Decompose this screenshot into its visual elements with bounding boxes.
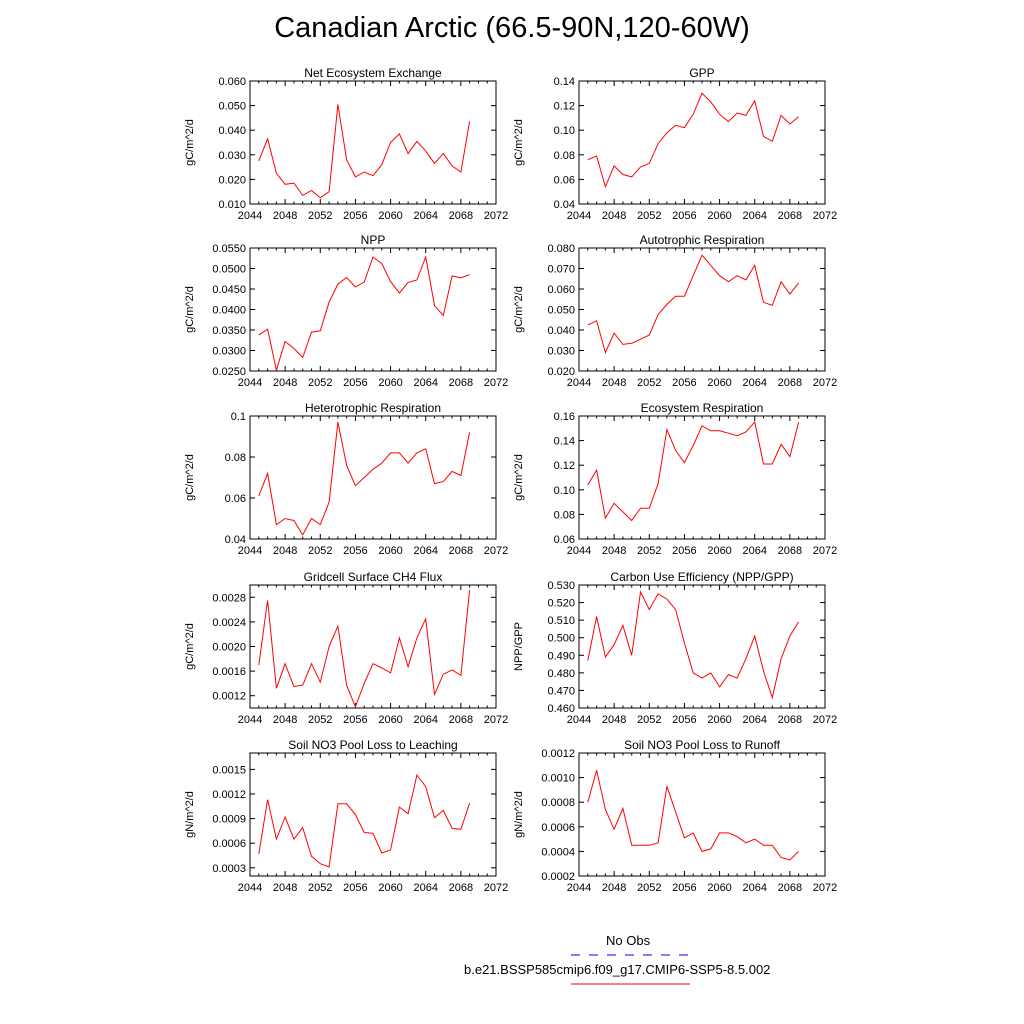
- x-tick-label: 2068: [777, 210, 803, 222]
- panel-title: Soil NO3 Pool Loss to Leaching: [288, 738, 458, 752]
- x-tick-label: 2072: [483, 882, 509, 894]
- y-tick-label: 0.510: [547, 615, 575, 628]
- x-tick-label: 2044: [566, 545, 592, 557]
- y-axis-label: gC/m^2/d: [513, 286, 525, 333]
- x-tick-label: 2052: [308, 210, 333, 222]
- x-tick-label: 2056: [343, 714, 368, 726]
- x-tick-label: 2072: [812, 882, 838, 894]
- x-tick-label: 2044: [237, 210, 263, 222]
- y-tick-label: 0.0008: [541, 797, 575, 810]
- y-tick-label: 0.10: [553, 484, 575, 497]
- y-tick-label: 0.08: [553, 149, 575, 162]
- y-tick-label: 0.530: [547, 580, 575, 592]
- y-tick-label: 0.030: [547, 345, 575, 358]
- y-axis-label: gC/m^2/d: [513, 119, 525, 166]
- x-tick-label: 2056: [343, 210, 368, 222]
- y-tick-label: 0.050: [547, 304, 575, 317]
- panel-title: Heterotrophic Respiration: [304, 401, 442, 415]
- y-tick-label: 0.070: [547, 263, 575, 276]
- plot-frame: [250, 248, 496, 371]
- x-tick-label: 2072: [483, 545, 509, 557]
- y-tick-label: 0.0450: [212, 284, 246, 296]
- y-tick-label: 0.0006: [541, 821, 575, 834]
- y-tick-label: 0.0003: [212, 862, 246, 875]
- x-tick-label: 2048: [272, 210, 298, 222]
- plot-frame: [250, 585, 496, 708]
- x-tick-label: 2048: [601, 377, 627, 389]
- x-tick-label: 2044: [566, 882, 592, 894]
- y-tick-label: 0.0250: [212, 366, 246, 378]
- x-tick-label: 2044: [237, 377, 263, 389]
- y-tick-label: 0.0012: [541, 748, 575, 760]
- x-tick-label: 2056: [672, 210, 697, 222]
- x-tick-label: 2064: [413, 545, 438, 557]
- x-tick-label: 2064: [742, 714, 767, 726]
- x-tick-label: 2068: [777, 377, 803, 389]
- x-tick-label: 2044: [566, 714, 592, 726]
- y-tick-label: 0.030: [218, 149, 246, 162]
- x-tick-label: 2048: [601, 714, 627, 726]
- y-tick-label: 0.020: [547, 366, 575, 378]
- panel-title: GPP: [689, 66, 715, 80]
- x-tick-label: 2052: [637, 882, 662, 894]
- panel-title: NPP: [360, 233, 386, 247]
- y-tick-label: 0.06: [553, 174, 575, 187]
- y-tick-label: 0.0028: [212, 592, 246, 605]
- x-tick-label: 2056: [343, 377, 368, 389]
- y-tick-label: 0.12: [553, 460, 575, 473]
- y-tick-label: 0.04: [224, 534, 246, 546]
- x-tick-label: 2060: [707, 882, 732, 894]
- y-tick-label: 0.14: [553, 76, 575, 88]
- y-tick-label: 0.080: [547, 243, 575, 255]
- legend-model-label: b.e21.BSSP585cmip6.f09_g17.CMIP6-SSP5-8.5.002: [464, 962, 771, 977]
- y-tick-label: 0.06: [224, 493, 246, 505]
- y-axis-label: NPP/GPP: [513, 622, 525, 671]
- x-tick-label: 2068: [448, 882, 474, 894]
- x-tick-label: 2056: [343, 545, 368, 557]
- figure-title: Canadian Arctic (66.5-90N,120-60W): [274, 12, 750, 44]
- x-tick-label: 2048: [272, 377, 298, 389]
- y-tick-label: 0.0016: [212, 666, 246, 679]
- y-tick-label: 0.04: [553, 199, 575, 211]
- panel-title: Net Ecosystem Exchange: [304, 66, 442, 80]
- y-axis-label: gC/m^2/d: [184, 286, 196, 333]
- plot-frame: [250, 81, 496, 204]
- y-tick-label: 0.490: [547, 650, 575, 663]
- x-tick-label: 2072: [483, 714, 509, 726]
- y-axis-label: gN/m^2/d: [513, 791, 525, 838]
- x-tick-label: 2064: [742, 210, 767, 222]
- x-tick-label: 2048: [272, 714, 298, 726]
- x-tick-label: 2064: [742, 377, 767, 389]
- legend-obs-label: No Obs: [606, 933, 651, 948]
- y-tick-label: 0.0550: [212, 243, 246, 255]
- x-tick-label: 2060: [707, 210, 732, 222]
- x-tick-label: 2044: [237, 714, 263, 726]
- panel-title: Carbon Use Efficiency (NPP/GPP): [610, 570, 794, 584]
- x-tick-label: 2060: [707, 545, 732, 557]
- y-tick-label: 0.010: [218, 199, 246, 211]
- panel-title: Autotrophic Respiration: [639, 233, 765, 247]
- x-tick-label: 2056: [672, 377, 697, 389]
- y-tick-label: 0.020: [218, 174, 246, 187]
- y-tick-label: 0.0012: [212, 690, 246, 703]
- plot-frame: [250, 416, 496, 539]
- x-tick-label: 2044: [237, 545, 263, 557]
- series-line: [588, 255, 799, 352]
- x-tick-label: 2060: [378, 882, 403, 894]
- x-tick-label: 2068: [448, 714, 474, 726]
- y-axis-label: gC/m^2/d: [184, 623, 196, 670]
- plot-frame: [250, 753, 496, 876]
- series-line: [588, 592, 799, 698]
- x-tick-label: 2064: [413, 210, 438, 222]
- plot-frame: [579, 585, 825, 708]
- x-tick-label: 2072: [812, 377, 838, 389]
- y-axis-label: gN/m^2/d: [184, 791, 196, 838]
- y-tick-label: 0.060: [547, 284, 575, 296]
- y-tick-label: 0.480: [547, 667, 575, 680]
- panel-title: Soil NO3 Pool Loss to Runoff: [624, 738, 780, 752]
- x-tick-label: 2048: [601, 210, 627, 222]
- x-tick-label: 2044: [566, 377, 592, 389]
- x-tick-label: 2068: [448, 210, 474, 222]
- x-tick-label: 2044: [566, 210, 592, 222]
- x-tick-label: 2060: [378, 545, 403, 557]
- y-tick-label: 0.0004: [541, 846, 575, 859]
- series-line: [259, 590, 470, 707]
- y-tick-label: 0.040: [218, 125, 246, 138]
- y-tick-label: 0.0006: [212, 838, 246, 851]
- y-tick-label: 0.06: [553, 534, 575, 546]
- x-tick-label: 2056: [343, 882, 368, 894]
- x-tick-label: 2068: [777, 882, 803, 894]
- y-tick-label: 0.460: [547, 703, 575, 715]
- x-tick-label: 2068: [448, 377, 474, 389]
- series-line: [588, 770, 799, 860]
- y-tick-label: 0.0012: [212, 789, 246, 801]
- y-tick-label: 0.1: [230, 411, 246, 423]
- y-tick-label: 0.0350: [212, 325, 246, 337]
- y-axis-label: gC/m^2/d: [184, 454, 196, 501]
- x-tick-label: 2072: [483, 210, 509, 222]
- y-tick-label: 0.520: [547, 597, 575, 610]
- series-line: [588, 93, 799, 187]
- y-tick-label: 0.470: [547, 685, 575, 698]
- x-tick-label: 2048: [272, 882, 298, 894]
- plot-frame: [579, 753, 825, 876]
- series-line: [259, 775, 470, 867]
- x-tick-label: 2064: [413, 377, 438, 389]
- x-tick-label: 2052: [637, 545, 662, 557]
- x-tick-label: 2072: [812, 210, 838, 222]
- y-tick-label: 0.500: [547, 632, 575, 645]
- x-tick-label: 2072: [812, 545, 838, 557]
- y-tick-label: 0.0002: [541, 871, 575, 883]
- y-axis-label: gC/m^2/d: [513, 454, 525, 501]
- x-tick-label: 2052: [308, 714, 333, 726]
- panel-title: Ecosystem Respiration: [640, 401, 764, 415]
- x-tick-label: 2072: [483, 377, 509, 389]
- y-tick-label: 0.0015: [212, 764, 246, 777]
- x-tick-label: 2060: [707, 714, 732, 726]
- x-tick-label: 2060: [378, 377, 403, 389]
- x-tick-label: 2064: [742, 545, 767, 557]
- x-tick-label: 2064: [413, 714, 438, 726]
- x-tick-label: 2048: [601, 882, 627, 894]
- x-tick-label: 2052: [308, 545, 333, 557]
- y-tick-label: 0.0300: [212, 345, 246, 358]
- plot-frame: [579, 416, 825, 539]
- series-line: [259, 422, 470, 535]
- y-tick-label: 0.050: [218, 100, 246, 113]
- y-tick-label: 0.0400: [212, 304, 246, 317]
- series-line: [588, 422, 799, 520]
- y-tick-label: 0.0024: [212, 616, 246, 629]
- x-tick-label: 2064: [413, 882, 438, 894]
- plot-frame: [579, 248, 825, 371]
- x-tick-label: 2060: [378, 210, 403, 222]
- y-tick-label: 0.10: [553, 125, 575, 138]
- x-tick-label: 2048: [272, 545, 298, 557]
- y-tick-label: 0.060: [218, 76, 246, 88]
- x-tick-label: 2068: [448, 545, 474, 557]
- plot-frame: [579, 81, 825, 204]
- y-tick-label: 0.12: [553, 100, 575, 113]
- x-tick-label: 2056: [672, 714, 697, 726]
- x-tick-label: 2060: [378, 714, 403, 726]
- y-tick-label: 0.0009: [212, 813, 246, 826]
- x-tick-label: 2056: [672, 545, 697, 557]
- x-tick-label: 2064: [742, 882, 767, 894]
- panel-title: Gridcell Surface CH4 Flux: [303, 570, 443, 584]
- x-tick-label: 2044: [237, 882, 263, 894]
- y-tick-label: 0.0500: [212, 263, 246, 276]
- y-tick-label: 0.14: [553, 435, 575, 448]
- x-tick-label: 2068: [777, 714, 803, 726]
- y-tick-label: 0.08: [553, 509, 575, 522]
- x-tick-label: 2052: [308, 377, 333, 389]
- x-tick-label: 2052: [637, 210, 662, 222]
- y-tick-label: 0.040: [547, 325, 575, 337]
- y-tick-label: 0.0020: [212, 641, 246, 654]
- x-tick-label: 2052: [637, 377, 662, 389]
- series-line: [259, 257, 470, 370]
- x-tick-label: 2072: [812, 714, 838, 726]
- series-line: [259, 104, 470, 197]
- x-tick-label: 2052: [308, 882, 333, 894]
- y-tick-label: 0.08: [224, 452, 246, 464]
- y-tick-label: 0.0010: [541, 772, 575, 785]
- x-tick-label: 2048: [601, 545, 627, 557]
- y-axis-label: gC/m^2/d: [184, 119, 196, 166]
- x-tick-label: 2052: [637, 714, 662, 726]
- x-tick-label: 2056: [672, 882, 697, 894]
- x-tick-label: 2060: [707, 377, 732, 389]
- x-tick-label: 2068: [777, 545, 803, 557]
- y-tick-label: 0.16: [553, 411, 575, 423]
